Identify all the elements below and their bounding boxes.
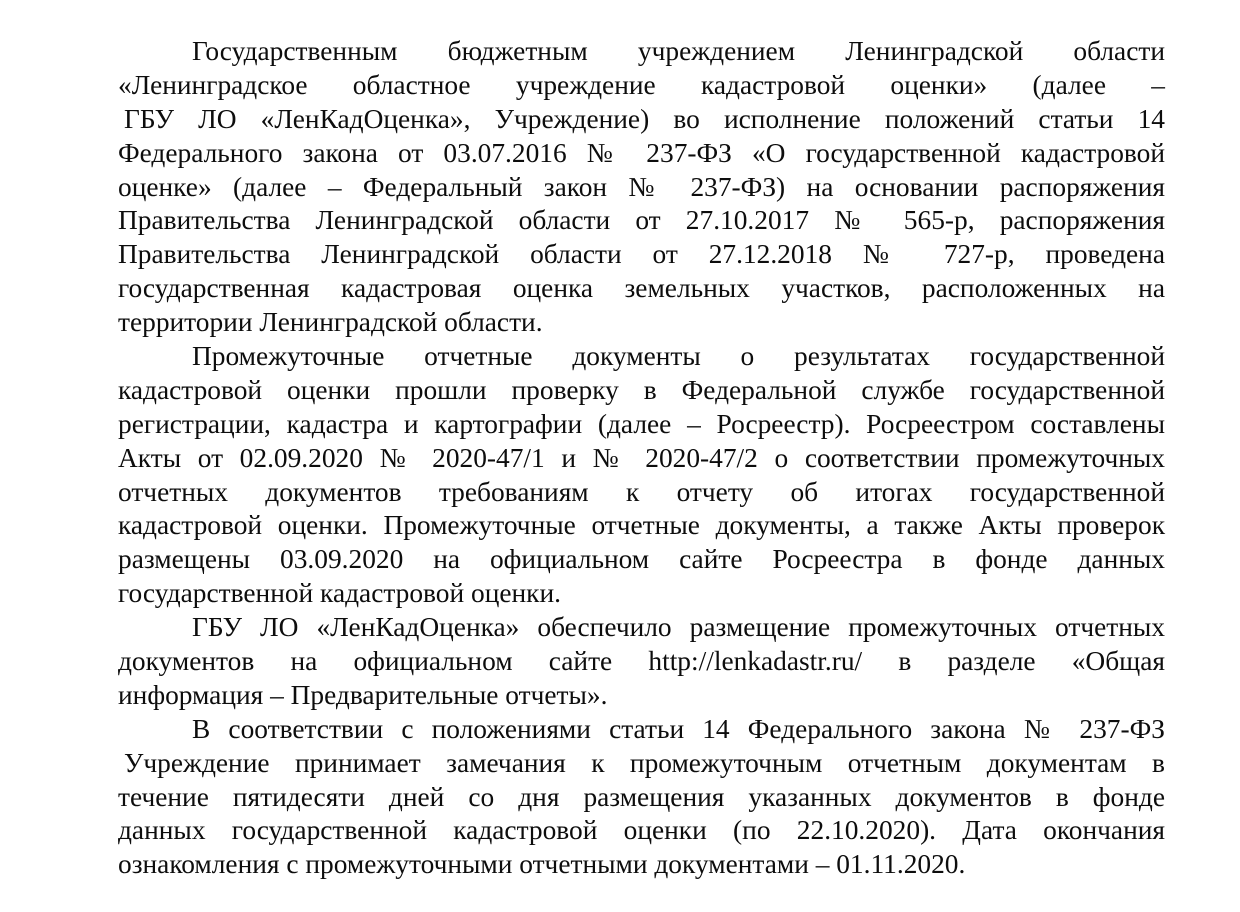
page-top-fragment (520, 0, 590, 2)
paragraph-4 (118, 713, 1165, 882)
text-line: течение пятидесяти дней со дня размещения указанных документов в фонде (118, 781, 1165, 812)
text-line: территории Ленинградской области. (118, 307, 543, 338)
text-line: В соответствии с положениями статьи 14 Федерального закона № 237-ФЗ (192, 713, 1165, 744)
text-line: «Ленинградское областное учреждение кадастровой оценки» (далее – (118, 69, 1165, 100)
text-line: Федерального закона от 03.07.2016 № 237-ФЗ «О государственной кадастровой (118, 137, 1165, 168)
text-line: Промежуточные отчетные документы о результатах государственной (192, 341, 1165, 372)
text-line: Государственным бюджетным учреждением Ленинградской области (192, 36, 1165, 66)
text-line: ГБУ ЛО «ЛенКадОценка» обеспечило размещение промежуточных отчетных (192, 612, 1165, 643)
text-line: размещены 03.09.2020 на официальном сайте Росреестра в фонде данных (118, 544, 1165, 575)
paragraph-3 (118, 611, 1165, 713)
text-line: Акты от 02.09.2020 № 2020-47/1 и № 2020-47/2 о соответствии промежуточных (118, 442, 1165, 473)
text-line: ознакомления с промежуточными отчетными документами – 01.11.2020. (118, 849, 966, 880)
paragraph-2 (118, 340, 1165, 611)
paragraph-1 (118, 35, 1165, 340)
document-body (118, 35, 1165, 882)
text-line: отчетных документов требованиям к отчету об итогах государственной (118, 476, 1165, 507)
text-line: Правительства Ленинградской области от 27.10.2017 № 565-р, распоряжения (118, 205, 1165, 236)
text-line: оценке» (далее – Федеральный закон № 237-ФЗ) на основании распоряжения (118, 171, 1165, 202)
text-line: ГБУ ЛО «ЛенКадОценка», Учреждение) во исполнение положений статьи 14 (124, 103, 1165, 134)
text-line: информация – Предварительные отчеты». (118, 679, 608, 710)
text-line: кадастровой оценки прошли проверку в Федеральной службе государственной (118, 374, 1165, 405)
text-line: Учреждение принимает замечания к промежуточным отчетным документам в (124, 747, 1165, 778)
text-line: Правительства Ленинградской области от 27.12.2018 № 727-р, проведена (118, 239, 1165, 270)
text-line: государственной кадастровой оценки. (118, 578, 561, 609)
text-line: государственная кадастровая оценка земельных участков, расположенных на (118, 273, 1165, 304)
text-line: регистрации, кадастра и картографии (далее – Росреестр). Росреестром составлены (118, 408, 1165, 439)
text-line: документов на официальном сайте http://lenkadastr.ru/ в разделе «Общая (118, 646, 1165, 677)
text-line: данных государственной кадастровой оценки (по 22.10.2020). Дата окончания (118, 815, 1165, 846)
text-line: кадастровой оценки. Промежуточные отчетные документы, а также Акты проверок (118, 510, 1165, 541)
